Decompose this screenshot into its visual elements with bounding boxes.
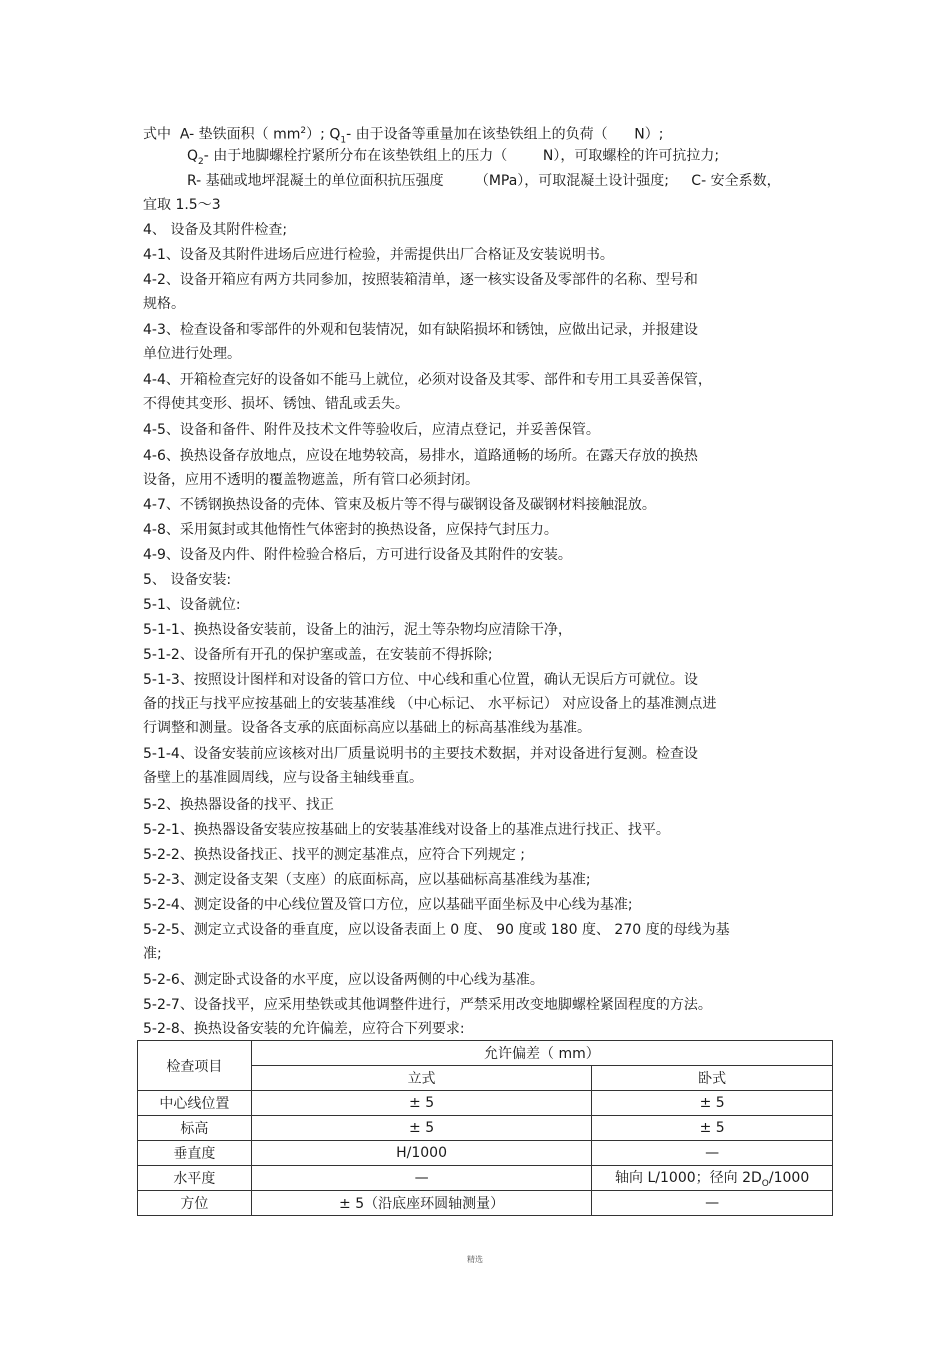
text-line: 5-1-4、设备安装前应该核对出厂质量说明书的主要技术数据，并对设备进行复测。检查设: [143, 746, 698, 762]
formula-line-safety: 宜取 1.5～3: [143, 197, 221, 213]
header-tolerance-cell: 允许偏差（ mm）: [251, 1041, 832, 1066]
text-line: 5-2-1、换热器设备安装应按基础上的安装基准线对设备上的基准点进行找正、找平。: [143, 822, 670, 838]
text-line: 5-1-3、按照设计图样和对设备的管口方位、中心线和重心位置，确认无误后方可就位。设: [143, 672, 698, 688]
header-vertical-cell: 立式: [251, 1066, 591, 1091]
row-horizontal-cell: ± 5: [592, 1116, 833, 1141]
formula-q1-unit: N）;: [634, 126, 664, 143]
formula-q2: Q: [187, 148, 199, 164]
text-line: 4-1、设备及其附件进场后应进行检验，并需提供出厂合格证及安装说明书。: [143, 247, 614, 263]
text-line: 5-2、换热器设备的找平、找正: [143, 797, 334, 813]
table-row: [138, 1191, 833, 1216]
text-line: 准;: [143, 946, 162, 962]
formula-q2-unit: N），可取螺栓的许可抗拉力;: [542, 148, 720, 164]
text-line: 5-2-3、测定设备支架（支座）的底面标高，应以基础标高基准线为基准;: [143, 872, 591, 888]
row-vertical-cell: ± 5: [251, 1116, 591, 1141]
formula-q1-def: - 由于设备等重量加在该垫铁组上的负荷（: [346, 126, 608, 143]
row-vertical-cell: —: [251, 1166, 591, 1191]
table-header-row: [138, 1041, 833, 1066]
text-line: 5-2-7、设备找平，应采用垫铁或其他调整件进行，严禁采用改变地脚螺栓紧固程度的方法。: [143, 997, 712, 1013]
formula-r-def: R- 基础或地坪混凝土的单位面积抗压强度: [187, 173, 444, 189]
formula-c-def: C- 安全系数，: [691, 173, 781, 189]
text-line: 设备，应用不透明的覆盖物遮盖，所有管口必须封闭。: [143, 472, 479, 488]
row-item-cell: 中心线位置: [138, 1091, 252, 1116]
horizontal-level-sub: O: [761, 1178, 769, 1189]
text-line: 备的找正与找平应按基础上的安装基准线 （中心标记、 水平标记） 对应设备上的基准测点进: [143, 696, 717, 712]
text-line: 5-2-6、测定卧式设备的水平度，应以设备两侧的中心线为基准。: [143, 972, 544, 988]
text-line: 4-7、不锈钢换热设备的壳体、管束及板片等不得与碳钢设备及碳钢材料接触混放。: [143, 497, 656, 513]
text-line: 不得使其变形、损坏、锈蚀、错乱或丢失。: [143, 396, 409, 412]
text-line: 规格。: [143, 296, 185, 312]
text-line: 备壁上的基准圆周线，应与设备主轴线垂直。: [143, 770, 423, 786]
table-row: [138, 1166, 833, 1191]
page-footer: 精选: [467, 1255, 483, 1264]
row-item-cell: 标高: [138, 1116, 252, 1141]
text-line: 4-4、开箱检查完好的设备如不能马上就位，必须对设备及其零、部件和专用工具妥善保管，: [143, 372, 712, 388]
text-line: 4-8、采用氮封或其他惰性气体密封的换热设备，应保持气封压力。: [143, 522, 558, 538]
row-vertical-cell: ± 5: [251, 1091, 591, 1116]
row-item-cell: 方位: [138, 1191, 252, 1216]
formula-r-unit: （MPa），可取混凝土设计强度;: [474, 173, 670, 189]
formula-line-r-c: [187, 171, 781, 191]
row-item-cell: 水平度: [138, 1166, 252, 1191]
header-horizontal-cell: 卧式: [592, 1066, 833, 1091]
row-horizontal-cell: ± 5: [592, 1091, 833, 1116]
table-row: [138, 1091, 833, 1116]
header-item-cell: 检查项目: [138, 1041, 252, 1091]
text-line: 单位进行处理。: [143, 346, 241, 362]
text-line: 5-1-2、设备所有开孔的保护塞或盖，在安装前不得拆除;: [143, 647, 493, 663]
row-vertical-cell: H/1000: [251, 1141, 591, 1166]
text-line: 4-5、设备和备件、附件及技术文件等验收后，应清点登记，并妥善保管。: [143, 422, 600, 438]
horizontal-level-post: /1000: [768, 1170, 810, 1187]
formula-a-sup: 2: [300, 126, 307, 136]
section-5-title: 5、 设备安装:: [143, 572, 232, 588]
table-row: [138, 1141, 833, 1166]
text-line: 行调整和测量。设备各支承的底面标高应以基础上的标高基准线为基准。: [143, 720, 591, 736]
text-line: 5-1、设备就位:: [143, 597, 241, 613]
formula-q1: Q: [329, 126, 341, 143]
text-line: 5-1-1、换热设备安装前，设备上的油污，泥土等杂物均应清除干净，: [143, 622, 572, 638]
table-row: [138, 1116, 833, 1141]
horizontal-level-pre: 轴向 L/1000；径向 2D: [615, 1170, 762, 1187]
row-horizontal-cell: [592, 1166, 833, 1191]
formula-a-def: A- 垫铁面积（ mm: [179, 126, 301, 143]
section-4-title: 4、 设备及其附件检查;: [143, 222, 288, 238]
text-line: 4-6、换热设备存放地点，应设在地势较高，易排水，道路通畅的场所。在露天存放的换热: [143, 448, 698, 464]
text-line: 5-2-8、换热设备安装的允许偏差，应符合下列要求:: [143, 1021, 465, 1037]
text-line: 5-2-5、测定立式设备的垂直度，应以设备表面上 0 度、 90 度或 180 度、 270 度的母线为基: [143, 922, 730, 938]
row-vertical-cell: ± 5（沿底座环圆轴测量）: [251, 1191, 591, 1216]
formula-q1-sub: 1: [340, 135, 347, 146]
formula-q2-def: - 由于地脚螺栓拧紧所分布在该垫铁组上的压力（: [203, 148, 508, 164]
text-line: 4-9、设备及内件、附件检验合格后，方可进行设备及其附件的安装。: [143, 547, 572, 563]
row-item-cell: 垂直度: [138, 1141, 252, 1166]
formula-q2-sub: 2: [198, 156, 204, 167]
text-line: 5-2-4、测定设备的中心线位置及管口方位，应以基础平面坐标及中心线为基准;: [143, 897, 633, 913]
row-horizontal-cell: —: [592, 1191, 833, 1216]
formula-a-close: ）;: [306, 126, 325, 143]
formula-prefix: 式中: [143, 126, 171, 143]
text-line: 4-2、设备开箱应有两方共同参加，按照装箱清单，逐一核实设备及零部件的名称、型号和: [143, 272, 698, 288]
formula-line-q2: [187, 146, 719, 172]
text-line: 4-3、检查设备和零部件的外观和包装情况，如有缺陷损坏和锈蚀，应做出记录，并报建设: [143, 322, 698, 338]
row-horizontal-cell: —: [592, 1141, 833, 1166]
tolerance-table: [137, 1040, 833, 1216]
text-line: 5-2-2、换热设备找正、找平的测定基准点，应符合下列规定 ;: [143, 847, 525, 863]
